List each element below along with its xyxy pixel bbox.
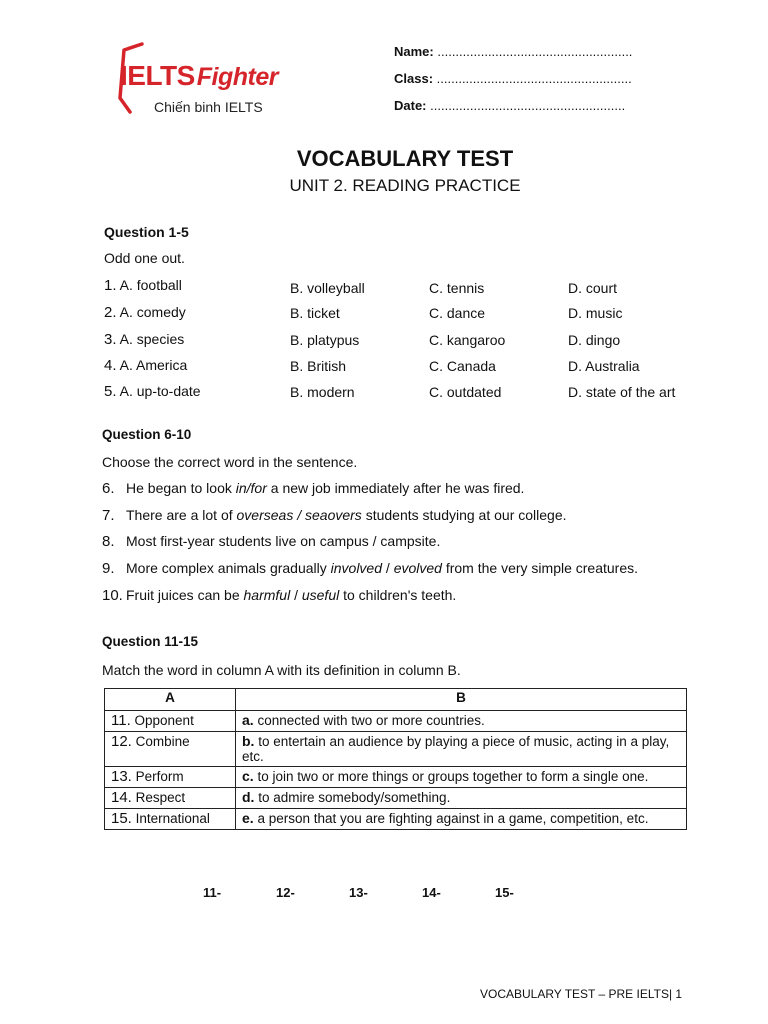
- definition-cell: b. to entertain an audience by playing a piece of music, acting in a play, etc.: [236, 732, 687, 767]
- list-item: 5. A. up-to-date: [104, 383, 201, 400]
- question-1-5-heading: Question 1-5: [104, 224, 189, 240]
- question-6-10-heading: Question 6-10: [102, 427, 192, 442]
- sentence-item: 10. Fruit juices can be harmful / useful to children's teeth.: [102, 587, 457, 604]
- option-b: B. volleyball: [290, 280, 365, 296]
- option-c: C. dance: [429, 305, 486, 321]
- table-row: [105, 788, 687, 809]
- name-field: Name: ......................................................: [394, 44, 633, 59]
- answer-slot-15: 15-: [495, 885, 514, 900]
- answer-slot-12: 12-: [276, 885, 295, 900]
- option-d: D. Australia: [568, 358, 640, 374]
- ielts-fighter-logo: [112, 40, 302, 118]
- word-cell: 13. Perform: [105, 767, 236, 788]
- table-header-row: [105, 689, 687, 711]
- option-c: C. outdated: [429, 384, 502, 400]
- question-6-10-instruction: Choose the correct word in the sentence.: [102, 454, 358, 470]
- logo-tagline: Chiến binh IELTS: [154, 99, 263, 115]
- option-d: D. dingo: [568, 332, 621, 348]
- list-item: 3. A. species: [104, 331, 185, 348]
- sentence-item: 6. He began to look in/for a new job immediately after he was fired.: [102, 480, 525, 497]
- option-d: D. state of the art: [568, 384, 676, 400]
- page-subtitle: UNIT 2. READING PRACTICE: [289, 176, 521, 195]
- question-1-5-instruction: Odd one out.: [104, 250, 185, 266]
- word-cell: 11. Opponent: [105, 711, 236, 732]
- class-field: Class: ......................................................: [394, 71, 632, 86]
- option-c: C. Canada: [429, 358, 496, 374]
- table-row: [105, 767, 687, 788]
- date-field: Date: ......................................................: [394, 98, 626, 113]
- option-c: C. tennis: [429, 280, 485, 296]
- definition-cell: d. to admire somebody/something.: [236, 788, 687, 809]
- list-item: 4. A. America: [104, 357, 188, 374]
- question-11-15-instruction: Match the word in column A with its definition in column B.: [102, 662, 461, 678]
- option-b: B. British: [290, 358, 347, 374]
- word-cell: 14. Respect: [105, 788, 236, 809]
- table-row: [105, 732, 687, 767]
- answer-slot-14: 14-: [422, 885, 441, 900]
- logo-wordmark: IELTSFighter: [120, 60, 278, 91]
- definition-cell: e. a person that you are fighting against in a game, competition, etc.: [236, 809, 687, 830]
- option-b: B. ticket: [290, 305, 340, 321]
- option-d: D. court: [568, 280, 618, 296]
- option-d: D. music: [568, 305, 623, 321]
- definition-cell: a. connected with two or more countries.: [236, 711, 687, 732]
- sentence-item: 8. Most first-year students live on campus / campsite.: [102, 533, 441, 550]
- option-c: C. kangaroo: [429, 332, 506, 348]
- option-b: B. platypus: [290, 332, 360, 348]
- sentence-item: 7. There are a lot of overseas / seaovers students studying at our college.: [102, 507, 567, 524]
- question-11-15-heading: Question 11-15: [102, 634, 199, 649]
- page-footer: VOCABULARY TEST – PRE IELTS| 1: [480, 987, 683, 1001]
- column-b-header: B: [236, 689, 687, 711]
- table-row: [105, 809, 687, 830]
- list-item: 2. A. comedy: [104, 304, 186, 321]
- answer-slot-11: 11-: [203, 885, 222, 900]
- option-b: B. modern: [290, 384, 355, 400]
- column-a-header: A: [105, 689, 236, 711]
- page-title: VOCABULARY TEST: [296, 146, 514, 171]
- word-cell: 12. Combine: [105, 732, 236, 767]
- list-item: 1. A. football: [104, 277, 182, 294]
- table-row: [105, 711, 687, 732]
- definition-cell: c. to join two or more things or groups together to form a single one.: [236, 767, 687, 788]
- answer-slot-13: 13-: [349, 885, 368, 900]
- matching-table: [104, 688, 687, 830]
- word-cell: 15. International: [105, 809, 236, 830]
- sentence-item: 9. More complex animals gradually involved / evolved from the very simple creatures.: [102, 560, 639, 577]
